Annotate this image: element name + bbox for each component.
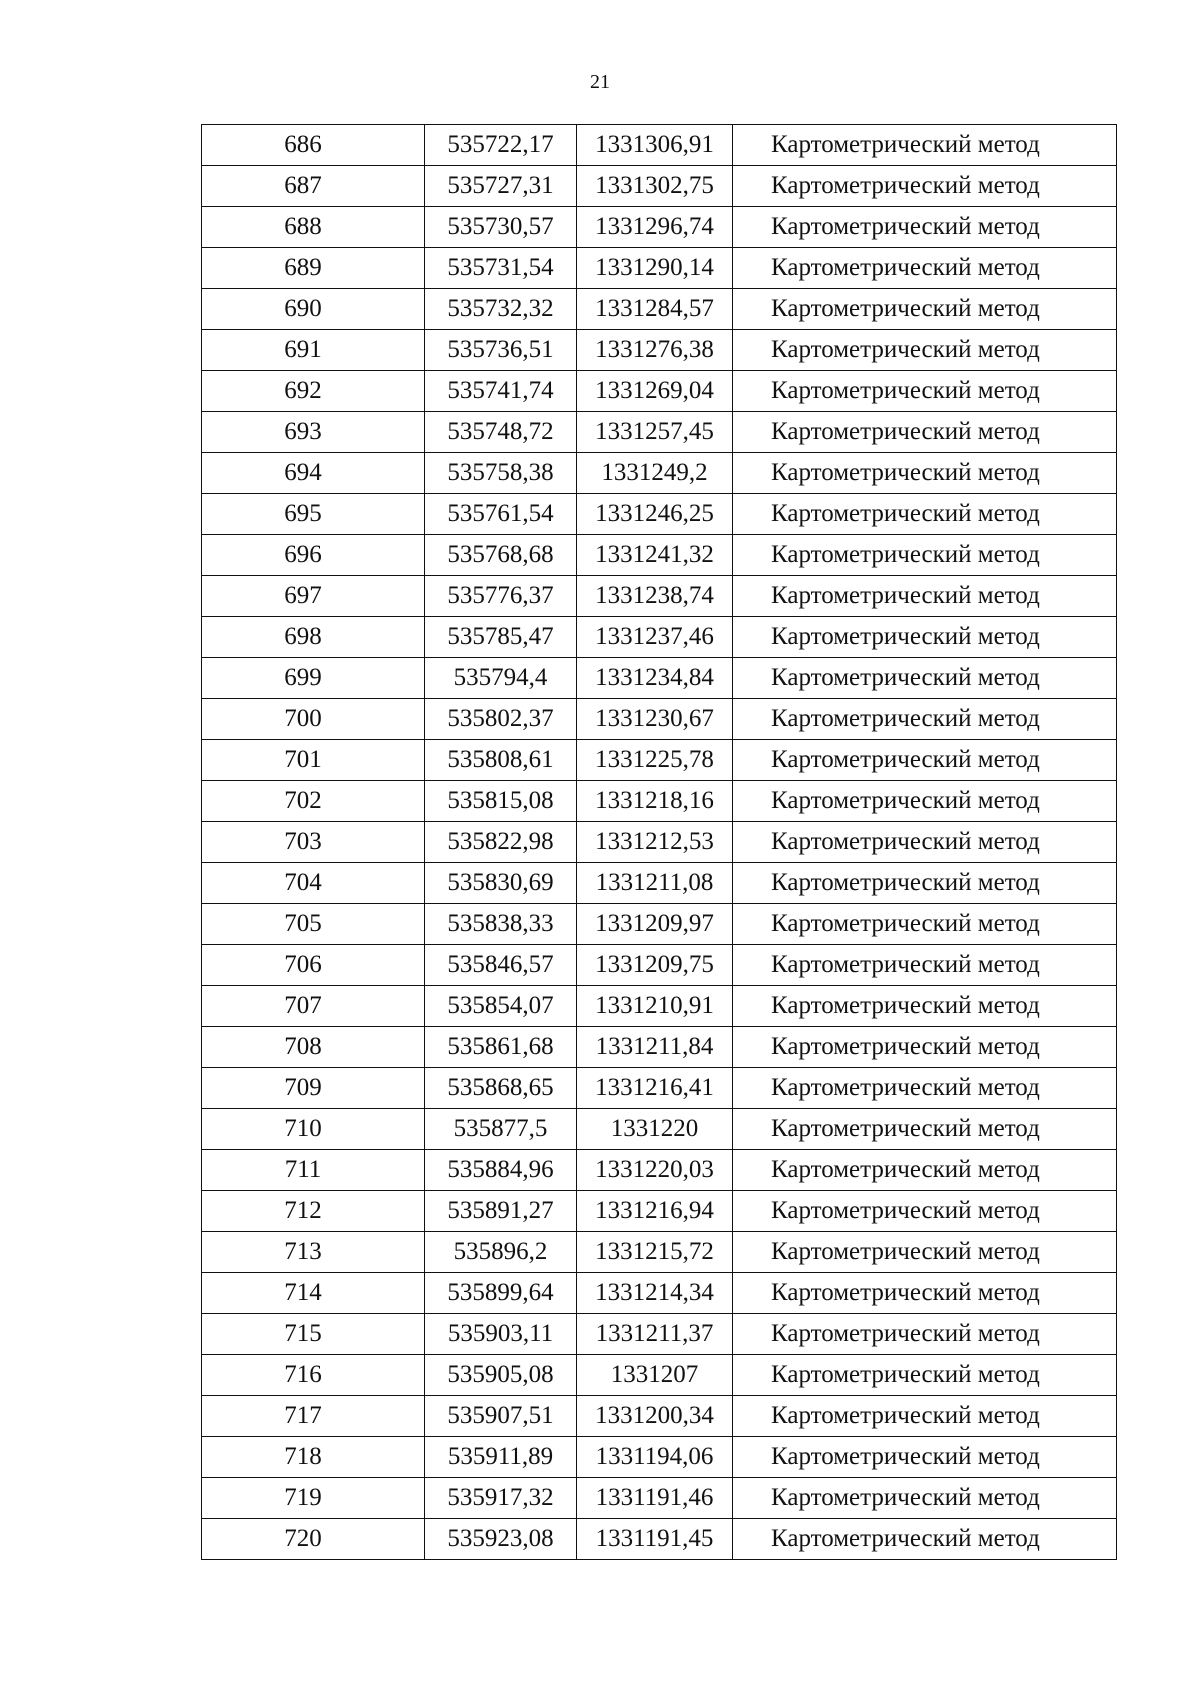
x-coordinate-cell: 535761,54 xyxy=(425,494,577,535)
x-coordinate-cell: 535884,96 xyxy=(425,1150,577,1191)
point-number-cell: 710 xyxy=(202,1109,425,1150)
method-cell: Картометрический метод xyxy=(733,535,1117,576)
y-coordinate-cell: 1331290,14 xyxy=(577,248,733,289)
method-cell: Картометрический метод xyxy=(733,1355,1117,1396)
y-coordinate-cell: 1331218,16 xyxy=(577,781,733,822)
x-coordinate-cell: 535815,08 xyxy=(425,781,577,822)
y-coordinate-cell: 1331230,67 xyxy=(577,699,733,740)
point-number-cell: 699 xyxy=(202,658,425,699)
table-row xyxy=(202,412,1117,453)
x-coordinate-cell: 535741,74 xyxy=(425,371,577,412)
x-coordinate-cell: 535730,57 xyxy=(425,207,577,248)
point-number-cell: 696 xyxy=(202,535,425,576)
point-number-cell: 689 xyxy=(202,248,425,289)
table-row xyxy=(202,330,1117,371)
x-coordinate-cell: 535758,38 xyxy=(425,453,577,494)
table-row xyxy=(202,1109,1117,1150)
y-coordinate-cell: 1331296,74 xyxy=(577,207,733,248)
method-cell: Картометрический метод xyxy=(733,1232,1117,1273)
y-coordinate-cell: 1331238,74 xyxy=(577,576,733,617)
table-row xyxy=(202,535,1117,576)
point-number-cell: 706 xyxy=(202,945,425,986)
method-cell: Картометрический метод xyxy=(733,1027,1117,1068)
method-cell: Картометрический метод xyxy=(733,371,1117,412)
point-number-cell: 692 xyxy=(202,371,425,412)
table-row xyxy=(202,1273,1117,1314)
method-cell: Картометрический метод xyxy=(733,781,1117,822)
point-number-cell: 687 xyxy=(202,166,425,207)
x-coordinate-cell: 535907,51 xyxy=(425,1396,577,1437)
method-cell: Картометрический метод xyxy=(733,330,1117,371)
table-row xyxy=(202,1478,1117,1519)
y-coordinate-cell: 1331216,94 xyxy=(577,1191,733,1232)
method-cell: Картометрический метод xyxy=(733,1191,1117,1232)
table-row xyxy=(202,822,1117,863)
point-number-cell: 715 xyxy=(202,1314,425,1355)
point-number-cell: 688 xyxy=(202,207,425,248)
x-coordinate-cell: 535768,68 xyxy=(425,535,577,576)
table-row xyxy=(202,658,1117,699)
y-coordinate-cell: 1331209,97 xyxy=(577,904,733,945)
table-row xyxy=(202,1232,1117,1273)
method-cell: Картометрический метод xyxy=(733,617,1117,658)
x-coordinate-cell: 535808,61 xyxy=(425,740,577,781)
method-cell: Картометрический метод xyxy=(733,1519,1117,1560)
table-row xyxy=(202,781,1117,822)
method-cell: Картометрический метод xyxy=(733,125,1117,166)
y-coordinate-cell: 1331257,45 xyxy=(577,412,733,453)
y-coordinate-cell: 1331211,08 xyxy=(577,863,733,904)
x-coordinate-cell: 535748,72 xyxy=(425,412,577,453)
method-cell: Картометрический метод xyxy=(733,699,1117,740)
y-coordinate-cell: 1331200,34 xyxy=(577,1396,733,1437)
point-number-cell: 702 xyxy=(202,781,425,822)
x-coordinate-cell: 535830,69 xyxy=(425,863,577,904)
x-coordinate-cell: 535896,2 xyxy=(425,1232,577,1273)
x-coordinate-cell: 535822,98 xyxy=(425,822,577,863)
x-coordinate-cell: 535727,31 xyxy=(425,166,577,207)
x-coordinate-cell: 535891,27 xyxy=(425,1191,577,1232)
x-coordinate-cell: 535899,64 xyxy=(425,1273,577,1314)
method-cell: Картометрический метод xyxy=(733,658,1117,699)
y-coordinate-cell: 1331246,25 xyxy=(577,494,733,535)
method-cell: Картометрический метод xyxy=(733,1314,1117,1355)
point-number-cell: 690 xyxy=(202,289,425,330)
x-coordinate-cell: 535838,33 xyxy=(425,904,577,945)
method-cell: Картометрический метод xyxy=(733,412,1117,453)
y-coordinate-cell: 1331191,45 xyxy=(577,1519,733,1560)
table-row xyxy=(202,945,1117,986)
table-row xyxy=(202,1437,1117,1478)
x-coordinate-cell: 535861,68 xyxy=(425,1027,577,1068)
table-row xyxy=(202,289,1117,330)
method-cell: Картометрический метод xyxy=(733,248,1117,289)
y-coordinate-cell: 1331215,72 xyxy=(577,1232,733,1273)
x-coordinate-cell: 535794,4 xyxy=(425,658,577,699)
x-coordinate-cell: 535877,5 xyxy=(425,1109,577,1150)
method-cell: Картометрический метод xyxy=(733,166,1117,207)
table-row xyxy=(202,863,1117,904)
method-cell: Картометрический метод xyxy=(733,494,1117,535)
y-coordinate-cell: 1331220 xyxy=(577,1109,733,1150)
coordinates-table-body xyxy=(202,125,1117,1560)
y-coordinate-cell: 1331214,34 xyxy=(577,1273,733,1314)
y-coordinate-cell: 1331306,91 xyxy=(577,125,733,166)
table-row xyxy=(202,1355,1117,1396)
point-number-cell: 717 xyxy=(202,1396,425,1437)
method-cell: Картометрический метод xyxy=(733,576,1117,617)
table-row xyxy=(202,494,1117,535)
table-row xyxy=(202,1150,1117,1191)
x-coordinate-cell: 535731,54 xyxy=(425,248,577,289)
y-coordinate-cell: 1331212,53 xyxy=(577,822,733,863)
table-row xyxy=(202,248,1117,289)
point-number-cell: 691 xyxy=(202,330,425,371)
method-cell: Картометрический метод xyxy=(733,945,1117,986)
point-number-cell: 694 xyxy=(202,453,425,494)
x-coordinate-cell: 535868,65 xyxy=(425,1068,577,1109)
point-number-cell: 718 xyxy=(202,1437,425,1478)
point-number-cell: 695 xyxy=(202,494,425,535)
point-number-cell: 709 xyxy=(202,1068,425,1109)
x-coordinate-cell: 535776,37 xyxy=(425,576,577,617)
table-row xyxy=(202,371,1117,412)
table-row xyxy=(202,904,1117,945)
point-number-cell: 697 xyxy=(202,576,425,617)
x-coordinate-cell: 535722,17 xyxy=(425,125,577,166)
method-cell: Картометрический метод xyxy=(733,453,1117,494)
x-coordinate-cell: 535802,37 xyxy=(425,699,577,740)
table-row xyxy=(202,1519,1117,1560)
point-number-cell: 700 xyxy=(202,699,425,740)
point-number-cell: 708 xyxy=(202,1027,425,1068)
method-cell: Картометрический метод xyxy=(733,1437,1117,1478)
method-cell: Картометрический метод xyxy=(733,1273,1117,1314)
point-number-cell: 693 xyxy=(202,412,425,453)
point-number-cell: 714 xyxy=(202,1273,425,1314)
table-row xyxy=(202,1027,1117,1068)
y-coordinate-cell: 1331249,2 xyxy=(577,453,733,494)
table-row xyxy=(202,699,1117,740)
method-cell: Картометрический метод xyxy=(733,904,1117,945)
point-number-cell: 712 xyxy=(202,1191,425,1232)
x-coordinate-cell: 535732,32 xyxy=(425,289,577,330)
table-row xyxy=(202,1396,1117,1437)
method-cell: Картометрический метод xyxy=(733,1396,1117,1437)
table-row xyxy=(202,1314,1117,1355)
y-coordinate-cell: 1331237,46 xyxy=(577,617,733,658)
point-number-cell: 704 xyxy=(202,863,425,904)
method-cell: Картометрический метод xyxy=(733,1109,1117,1150)
method-cell: Картометрический метод xyxy=(733,986,1117,1027)
table-row xyxy=(202,1191,1117,1232)
y-coordinate-cell: 1331211,37 xyxy=(577,1314,733,1355)
point-number-cell: 686 xyxy=(202,125,425,166)
point-number-cell: 701 xyxy=(202,740,425,781)
method-cell: Картометрический метод xyxy=(733,740,1117,781)
point-number-cell: 720 xyxy=(202,1519,425,1560)
y-coordinate-cell: 1331269,04 xyxy=(577,371,733,412)
y-coordinate-cell: 1331191,46 xyxy=(577,1478,733,1519)
y-coordinate-cell: 1331210,91 xyxy=(577,986,733,1027)
method-cell: Картометрический метод xyxy=(733,207,1117,248)
x-coordinate-cell: 535785,47 xyxy=(425,617,577,658)
y-coordinate-cell: 1331220,03 xyxy=(577,1150,733,1191)
method-cell: Картометрический метод xyxy=(733,289,1117,330)
x-coordinate-cell: 535905,08 xyxy=(425,1355,577,1396)
point-number-cell: 719 xyxy=(202,1478,425,1519)
table-row xyxy=(202,740,1117,781)
table-row xyxy=(202,453,1117,494)
y-coordinate-cell: 1331194,06 xyxy=(577,1437,733,1478)
y-coordinate-cell: 1331211,84 xyxy=(577,1027,733,1068)
y-coordinate-cell: 1331241,32 xyxy=(577,535,733,576)
table-row xyxy=(202,125,1117,166)
y-coordinate-cell: 1331207 xyxy=(577,1355,733,1396)
point-number-cell: 703 xyxy=(202,822,425,863)
point-number-cell: 698 xyxy=(202,617,425,658)
y-coordinate-cell: 1331209,75 xyxy=(577,945,733,986)
x-coordinate-cell: 535846,57 xyxy=(425,945,577,986)
point-number-cell: 713 xyxy=(202,1232,425,1273)
x-coordinate-cell: 535917,32 xyxy=(425,1478,577,1519)
point-number-cell: 711 xyxy=(202,1150,425,1191)
method-cell: Картометрический метод xyxy=(733,1150,1117,1191)
y-coordinate-cell: 1331225,78 xyxy=(577,740,733,781)
method-cell: Картометрический метод xyxy=(733,863,1117,904)
point-number-cell: 707 xyxy=(202,986,425,1027)
y-coordinate-cell: 1331234,84 xyxy=(577,658,733,699)
y-coordinate-cell: 1331302,75 xyxy=(577,166,733,207)
point-number-cell: 705 xyxy=(202,904,425,945)
x-coordinate-cell: 535854,07 xyxy=(425,986,577,1027)
y-coordinate-cell: 1331284,57 xyxy=(577,289,733,330)
coordinates-table xyxy=(201,124,1117,1560)
table-row xyxy=(202,617,1117,658)
table-row xyxy=(202,576,1117,617)
point-number-cell: 716 xyxy=(202,1355,425,1396)
method-cell: Картометрический метод xyxy=(733,1068,1117,1109)
y-coordinate-cell: 1331216,41 xyxy=(577,1068,733,1109)
page-number: 21 xyxy=(590,71,610,93)
x-coordinate-cell: 535911,89 xyxy=(425,1437,577,1478)
x-coordinate-cell: 535736,51 xyxy=(425,330,577,371)
table-row xyxy=(202,207,1117,248)
table-row xyxy=(202,166,1117,207)
method-cell: Картометрический метод xyxy=(733,822,1117,863)
table-row xyxy=(202,1068,1117,1109)
y-coordinate-cell: 1331276,38 xyxy=(577,330,733,371)
table-row xyxy=(202,986,1117,1027)
method-cell: Картометрический метод xyxy=(733,1478,1117,1519)
x-coordinate-cell: 535923,08 xyxy=(425,1519,577,1560)
x-coordinate-cell: 535903,11 xyxy=(425,1314,577,1355)
